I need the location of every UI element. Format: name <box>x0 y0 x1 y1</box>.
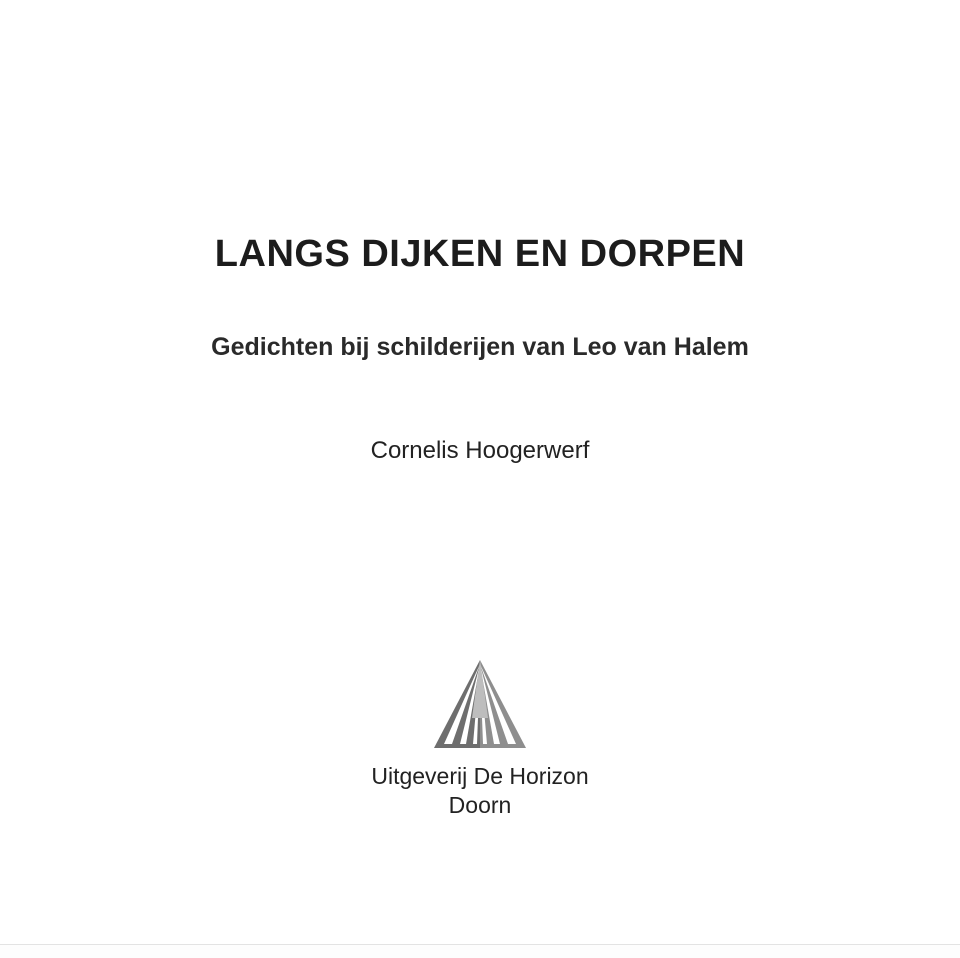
page-title: LANGS DIJKEN EN DORPEN <box>214 233 746 275</box>
publisher-city: Doorn <box>448 792 512 818</box>
publisher-name: Uitgeverij De Horizon <box>371 763 589 789</box>
sunburst-triangle-logo-icon <box>430 658 530 750</box>
page-subtitle: Gedichten bij schilderijen van Leo van Halem <box>211 333 749 361</box>
publisher-logo <box>0 658 960 750</box>
title-block <box>0 232 960 278</box>
page-bottom-edge <box>0 944 960 958</box>
author-name: Cornelis Hoogerwerf <box>370 437 590 464</box>
